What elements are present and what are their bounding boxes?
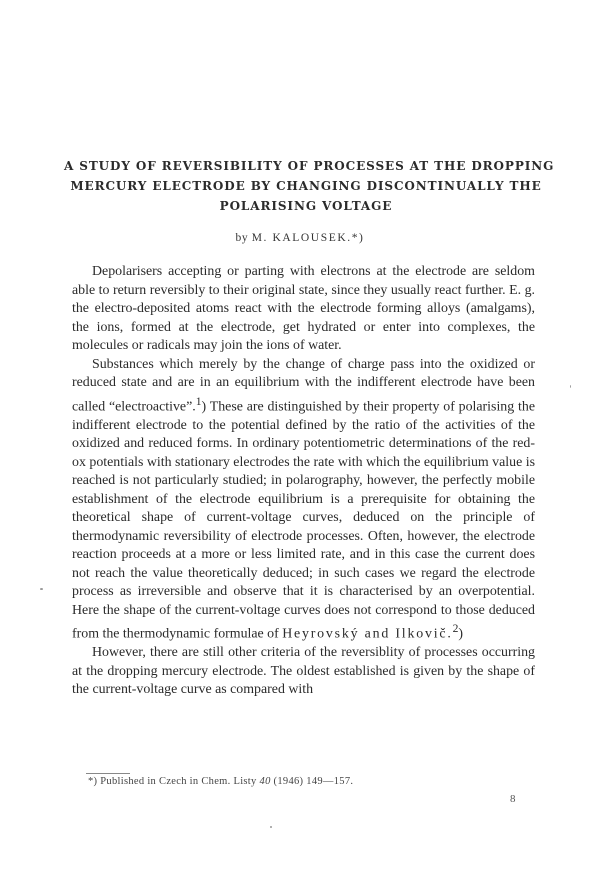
paragraph-3: However, there are still other criteria of the reversiblity of processes occurring at the dropping mercury electrode. The oldest established is given by the shape of the current-voltage curve as compared with bbox=[72, 645, 535, 698]
cited-authors: Heyrovský and Ilkovič. bbox=[282, 626, 453, 642]
reference-marker-2: 2 bbox=[452, 622, 459, 636]
footnote-text-before: *) Published in Czech in Chem. Listy bbox=[88, 776, 260, 787]
article-title bbox=[64, 156, 555, 216]
footnote-divider bbox=[86, 773, 130, 774]
author-byline bbox=[0, 232, 600, 244]
paragraph-1: Depolarisers accepting or parting with electrons at the electrode are seldom able to return reversibly to their original state, since they usually react further. E. g. the electro-deposited atoms react with the electrode forming alloys (amalgams), the ions, formed at the electrode, get hydrated or enter into complexes, the molecules or radicals may join the ions of water. bbox=[72, 264, 535, 353]
page-number: 8 bbox=[510, 793, 516, 805]
paragraph-2-start: Substances which merely by the change of charge pass into the oxidized or reduced state and are in an equilibrium with the indifferent electrode have been called “electroactive”. bbox=[72, 356, 535, 415]
title-line-2: MERCURY ELECTRODE BY CHANGING DISCONTINUALLY THE bbox=[70, 179, 542, 193]
paragraph-2-continued: ) These are distinguished by their property of polarising the indifferent electrode to the potential defined by the ratio of the activities of the oxidized and reduced forms. In ordinary potentiometric determinations of the red-ox potentials with stationary electrodes the rate with which the equilibrium value is reached is not particularly studied; in polarography, however, the perfectly mobile establishment of the electrode equilibrium is a prerequisite for obtaining the theoretical shape of current-voltage curves, deduced on the principle of thermodynamic reversibility of electrode processes. Often, however, the electrode reaction proceeds at a more or less limited rate, and in this case the current does not reach the value theoretically deduced; in such cases we regard the electrode process as irreversible and observe that it is characterised by an overpotential. Here the shape of the current-voltage curves does not correspond to those deduced from the thermodynamic formulae of bbox=[72, 399, 535, 642]
title-line-1: A STUDY OF REVERSIBILITY OF PROCESSES AT THE DROPPING bbox=[64, 159, 555, 173]
byline-prefix: by bbox=[235, 232, 249, 244]
title-line-3: POLARISING VOLTAGE bbox=[219, 199, 393, 213]
paragraph-2-end: ) bbox=[458, 626, 464, 642]
footnote bbox=[88, 776, 353, 787]
footnote-text-after: (1946) 149—157. bbox=[270, 776, 354, 787]
author-name: M. KALOUSEK.*) bbox=[251, 232, 365, 244]
scan-speck bbox=[40, 588, 43, 590]
paragraph-2 bbox=[72, 356, 535, 645]
scan-speck bbox=[570, 385, 571, 388]
scan-speck bbox=[270, 826, 272, 828]
article-body bbox=[72, 263, 535, 700]
reference-marker-1: 1 bbox=[195, 394, 202, 408]
footnote-volume: 40 bbox=[259, 776, 271, 787]
